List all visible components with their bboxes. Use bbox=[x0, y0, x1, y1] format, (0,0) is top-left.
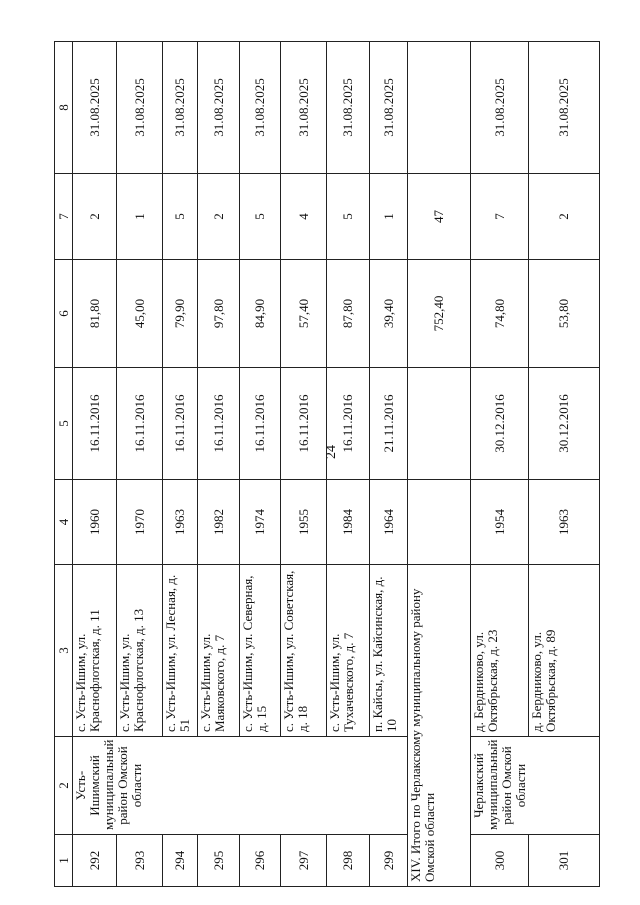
deadline-cell: 31.08.2025 bbox=[529, 42, 600, 174]
subtotal-people: 47 bbox=[408, 174, 471, 260]
column-header: 7 bbox=[55, 174, 73, 260]
date-cell: 16.11.2016 bbox=[73, 368, 117, 480]
people-cell: 1 bbox=[370, 174, 408, 260]
row-number: 296 bbox=[240, 835, 281, 887]
date-cell: 16.11.2016 bbox=[281, 368, 327, 480]
address-cell: п. Кайсы, ул. Кайсинская, д. 10 bbox=[370, 565, 408, 737]
row-number: 301 bbox=[529, 835, 600, 887]
area-cell: 84,90 bbox=[240, 260, 281, 368]
area-cell: 53,80 bbox=[529, 260, 600, 368]
deadline-cell: 31.08.2025 bbox=[73, 42, 117, 174]
date-cell: 30.12.2016 bbox=[529, 368, 600, 480]
address-cell: с. Усть-Ишим, ул. Краснофлотская, д. 13 bbox=[117, 565, 163, 737]
district-cell: Черлакский муниципальный район Омской области bbox=[471, 737, 600, 835]
year-cell: 1970 bbox=[117, 480, 163, 565]
row-number: 294 bbox=[163, 835, 198, 887]
column-header: 5 bbox=[55, 368, 73, 480]
people-cell: 1 bbox=[117, 174, 163, 260]
deadline-cell: 31.08.2025 bbox=[117, 42, 163, 174]
year-cell: 1982 bbox=[198, 480, 240, 565]
date-cell: 16.11.2016 bbox=[163, 368, 198, 480]
row-number: 295 bbox=[198, 835, 240, 887]
area-cell: 57,40 bbox=[281, 260, 327, 368]
year-cell: 1984 bbox=[327, 480, 370, 565]
row-number: 299 bbox=[370, 835, 408, 887]
address-cell: с. Усть-Ишим, ул. Советская, д. 18 bbox=[281, 565, 327, 737]
empty-cell bbox=[408, 480, 471, 565]
page-number: 24 bbox=[324, 445, 339, 459]
date-cell: 16.11.2016 bbox=[240, 368, 281, 480]
subtotal-row bbox=[408, 42, 471, 887]
area-cell: 97,80 bbox=[198, 260, 240, 368]
row-number: 298 bbox=[327, 835, 370, 887]
area-cell: 79,90 bbox=[163, 260, 198, 368]
table-row bbox=[471, 42, 529, 887]
people-cell: 4 bbox=[281, 174, 327, 260]
date-cell: 16.11.2016 bbox=[117, 368, 163, 480]
district-cell: Усть-Ишимский муниципальный район Омской области bbox=[73, 737, 408, 835]
year-cell: 1963 bbox=[163, 480, 198, 565]
year-cell: 1964 bbox=[370, 480, 408, 565]
header-row bbox=[55, 42, 73, 887]
people-cell: 5 bbox=[163, 174, 198, 260]
year-cell: 1954 bbox=[471, 480, 529, 565]
deadline-cell: 31.08.2025 bbox=[281, 42, 327, 174]
address-cell: с. Усть-Ишим, ул. Лесная, д. 51 bbox=[163, 565, 198, 737]
table-row bbox=[73, 42, 117, 887]
row-number: 297 bbox=[281, 835, 327, 887]
subtotal-label: XIV. Итого по Черлакскому муниципальному району Омской области bbox=[408, 565, 471, 887]
area-cell: 45,00 bbox=[117, 260, 163, 368]
date-cell: 16.11.2016 bbox=[198, 368, 240, 480]
empty-cell bbox=[408, 368, 471, 480]
deadline-cell: 31.08.2025 bbox=[198, 42, 240, 174]
column-header: 4 bbox=[55, 480, 73, 565]
address-cell: с. Усть-Ишим, ул. Северная, д. 15 bbox=[240, 565, 281, 737]
area-cell: 87,80 bbox=[327, 260, 370, 368]
housing-table bbox=[54, 41, 600, 887]
deadline-cell: 31.08.2025 bbox=[370, 42, 408, 174]
people-cell: 2 bbox=[73, 174, 117, 260]
people-cell: 7 bbox=[471, 174, 529, 260]
address-cell: д. Бердниково, ул. Октябрьская, д. 89 bbox=[529, 565, 600, 737]
row-number: 292 bbox=[73, 835, 117, 887]
deadline-cell: 31.08.2025 bbox=[327, 42, 370, 174]
area-cell: 81,80 bbox=[73, 260, 117, 368]
row-number: 293 bbox=[117, 835, 163, 887]
deadline-cell: 31.08.2025 bbox=[163, 42, 198, 174]
date-cell: 16.11.2016 bbox=[327, 368, 370, 480]
row-number: 300 bbox=[471, 835, 529, 887]
column-header: 1 bbox=[55, 835, 73, 887]
address-cell: с. Усть-Ишим, ул. Тухачевского, д. 7 bbox=[327, 565, 370, 737]
column-header: 8 bbox=[55, 42, 73, 174]
deadline-cell: 31.08.2025 bbox=[471, 42, 529, 174]
rotated-table-container bbox=[54, 42, 571, 887]
area-cell: 74,80 bbox=[471, 260, 529, 368]
people-cell: 5 bbox=[327, 174, 370, 260]
column-header: 2 bbox=[55, 737, 73, 835]
people-cell: 2 bbox=[198, 174, 240, 260]
year-cell: 1960 bbox=[73, 480, 117, 565]
area-cell: 39,40 bbox=[370, 260, 408, 368]
subtotal-area: 752,40 bbox=[408, 260, 471, 368]
address-cell: с. Усть-Ишим, ул. Маяковского, д. 7 bbox=[198, 565, 240, 737]
people-cell: 2 bbox=[529, 174, 600, 260]
year-cell: 1963 bbox=[529, 480, 600, 565]
people-cell: 5 bbox=[240, 174, 281, 260]
deadline-cell: 31.08.2025 bbox=[240, 42, 281, 174]
year-cell: 1955 bbox=[281, 480, 327, 565]
table-frame bbox=[54, 42, 571, 887]
address-cell: с. Усть-Ишим, ул. Краснофлотская, д. 11 bbox=[73, 565, 117, 737]
column-header: 6 bbox=[55, 260, 73, 368]
empty-cell bbox=[408, 42, 471, 174]
date-cell: 21.11.2016 bbox=[370, 368, 408, 480]
address-cell: д. Бердниково, ул. Октябрьская, д. 23 bbox=[471, 565, 529, 737]
year-cell: 1974 bbox=[240, 480, 281, 565]
date-cell: 30.12.2016 bbox=[471, 368, 529, 480]
column-header: 3 bbox=[55, 565, 73, 737]
